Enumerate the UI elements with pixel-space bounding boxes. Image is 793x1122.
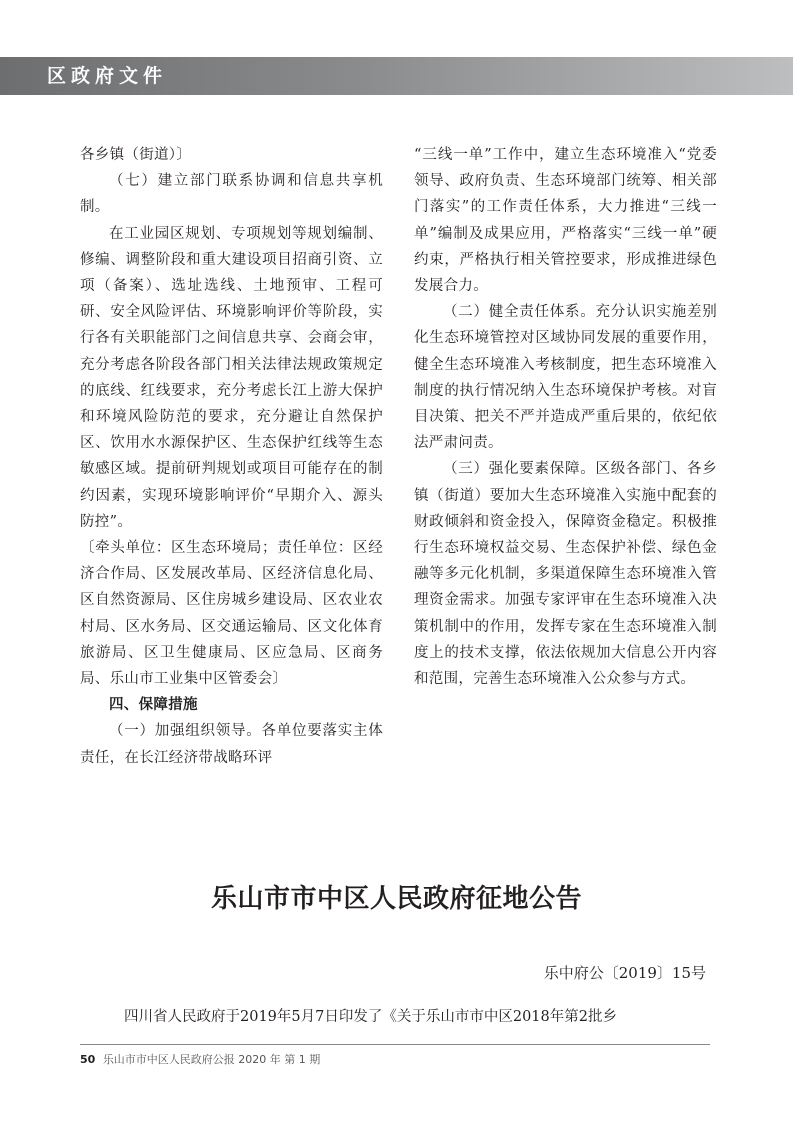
header-title: 区政府文件 — [47, 65, 168, 87]
footer-divider — [80, 1044, 710, 1045]
notice-body: 四川省人民政府于2019年5月7日印发了《关于乐山市市中区2018年第2批乡 — [124, 1009, 617, 1025]
left-para-3: 〔牵头单位：区生态环境局；责任单位：区经济合作局、区发展改革局、区经济信息化局、区自然资源局、区住房城乡建设局、区农业农村局、区水务局、区交通运输局、区文化体育旅游局、区卫生健康局、区应急局、区商务局、乐山市工业集中区管委会〕 — [80, 540, 383, 688]
left-para-5: （一）加强组织领导。各单位要落实主体责任，在长江经济带战略环评 — [80, 723, 383, 766]
left-para-0: 各乡镇（街道）〕 — [80, 147, 192, 163]
notice-title: 乐山市市中区人民政府征地公告 — [210, 884, 582, 914]
right-para-1: （二）健全责任体系。充分认识实施差别化生态环境管控对区域协同发展的重要作用，健全生态环境准入考核制度，把生态环境准入制度的执行情况纳入生态环境保护考核。对盲目决策、把关不严并造成严重后果的，依纪依法严肃问责。 — [414, 304, 717, 452]
document-number: 乐中府公〔2019〕15号 — [543, 964, 706, 982]
left-para-2: 在工业园区规划、专项规划等规划编制、修编、调整阶段和重大建设项目招商引资、立项（备案）、选址选线、土地预审、工程可研、安全风险评估、环境影响评价等阶段，实行各有关职能部门之间信息共享、会商会审，充分考虑各阶段各部门相关法律法规政策规定的底线、红线要求，充分考虑长江上游大保护和环境风险防范的要求，充分避让自然保护区、饮用水水源保护区、生态保护红线等生态敏感区域。提前研判规划或项目可能存在的制约因素，实现环境影响评价“早期介入、源头防控”。 — [80, 225, 383, 530]
publication-name: 乐山市市中区人民政府公报 2020 年 第 1 期 — [102, 1053, 321, 1066]
left-para-1: （七）建立部门联系协调和信息共享机制。 — [80, 173, 383, 216]
right-para-0: “三线一单”工作中，建立生态环境准入“党委领导、政府负责、生态环境部门统筹、相关部门落实”的工作责任体系，大力推进“三线一单”编制及成果应用，严格落实“三线一单”硬约束，严格执行相关管控要求，形成推进绿色发展合力。 — [414, 147, 717, 295]
header-band — [0, 57, 793, 95]
right-column — [414, 142, 717, 692]
left-column — [80, 142, 383, 771]
section-heading: 四、保障措施 — [109, 697, 198, 714]
right-para-2: （三）强化要素保障。区级各部门、各乡镇（街道）要加大生态环境准入实施中配套的财政倾斜和资金投入，保障资金稳定。积极推行生态环境权益交易、生态保护补偿、绿色金融等多元化机制，多渠道保障生态环境准入管理资金需求。加强专家评审在生态环境准入决策机制中的作用，发挥专家在生态环境准入制度上的技术支撑，依法依规加大信息公开内容和范围，完善生态环境准入公众参与方式。 — [414, 461, 717, 688]
footer — [80, 1051, 320, 1067]
page-number: 50 — [80, 1053, 96, 1066]
